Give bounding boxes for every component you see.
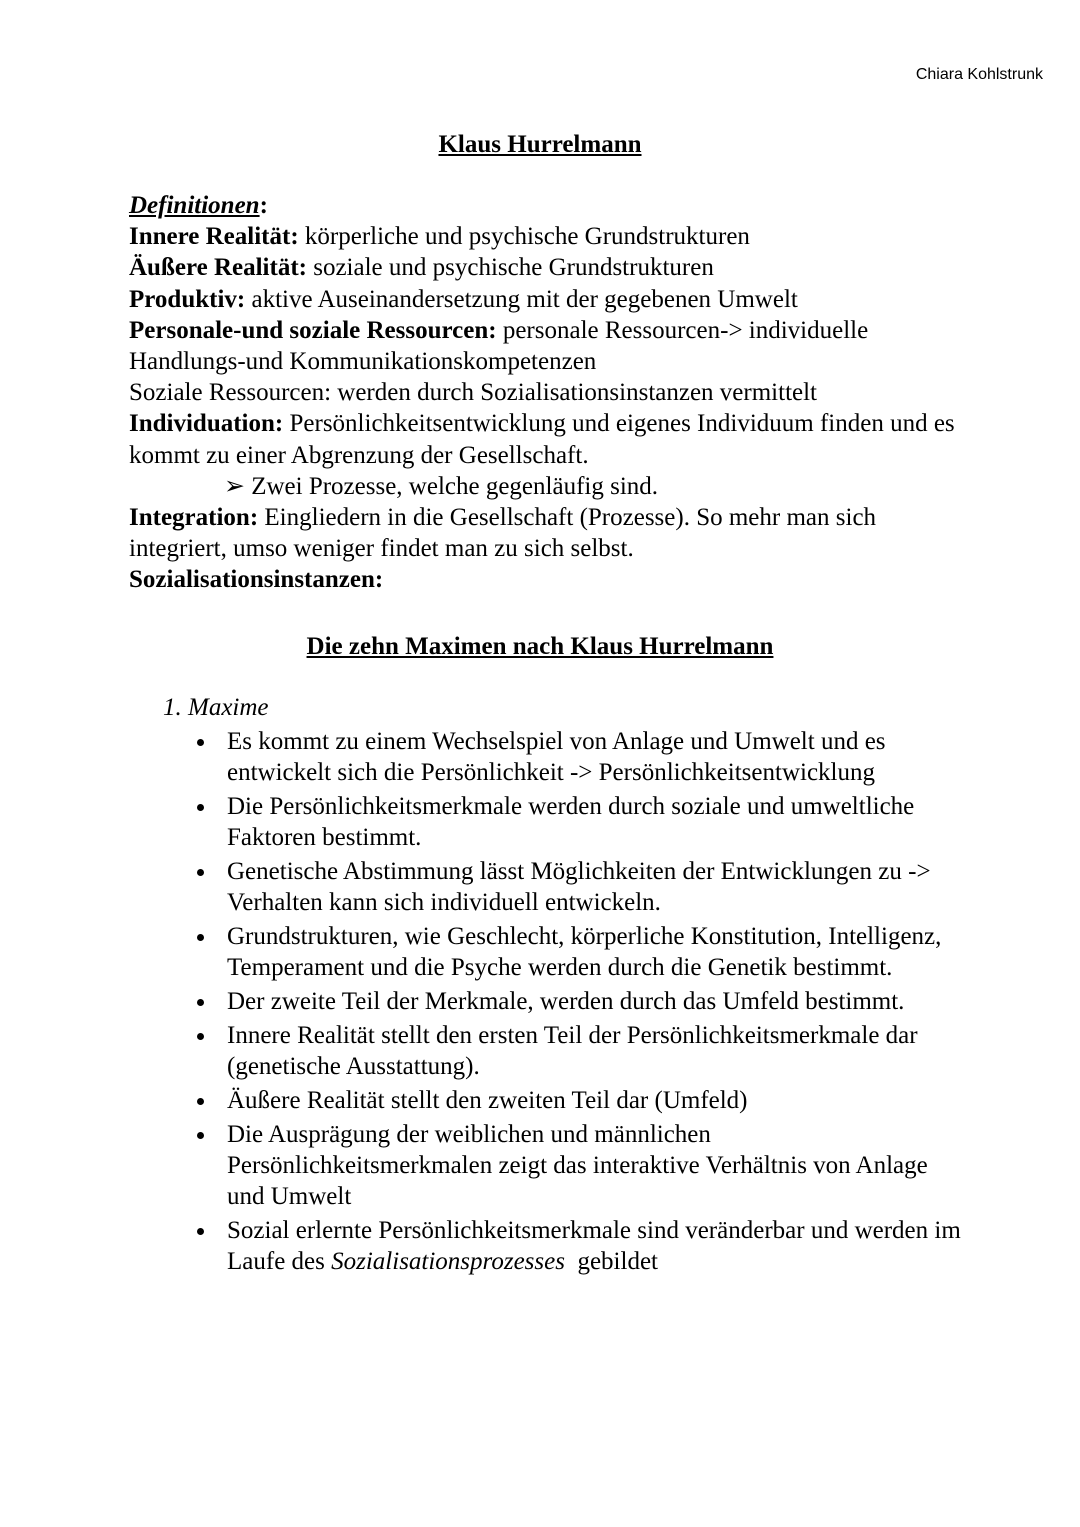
definition-term: Individuation: xyxy=(129,410,284,438)
definition-term: Integration: xyxy=(129,504,259,532)
definition-individuation xyxy=(129,408,969,470)
definitions-heading-colon: : xyxy=(259,192,268,219)
definition-term: Personale-und soziale Ressourcen: xyxy=(129,316,497,344)
definition-text: soziale und psychische Grundstrukturen xyxy=(306,254,714,282)
definition-term: Äußere Realität: xyxy=(129,254,307,282)
definitions-heading: Definitionen xyxy=(129,192,260,219)
list-item-italic: Sozialisationsprozesses xyxy=(331,1248,565,1275)
list-item: Genetische Abstimmung lässt Möglichkeiten der Entwicklungen zu -> Verhalten kann sich individuell entwickeln. xyxy=(227,856,967,918)
definition-text: körperliche und psychische Grundstrukturen xyxy=(298,223,750,251)
author-name: Chiara Kohlstrunk xyxy=(915,66,1043,83)
section-title: Die zehn Maximen nach Klaus Hurrelmann xyxy=(306,633,774,660)
definition-term: Innere Realität: xyxy=(129,223,299,251)
definition-social-resources: Soziale Ressourcen: werden durch Sozialisationsinstanzen vermittelt xyxy=(129,379,818,407)
definitions-section xyxy=(129,190,969,596)
definition-text: aktive Auseinandersetzung mit der gegebenen Umwelt xyxy=(245,285,798,313)
definition-instances: Sozialisationsinstanzen: xyxy=(129,566,384,594)
list-item: Grundstrukturen, wie Geschlecht, körperliche Konstitution, Intelligenz, Temperament und die Psyche werden durch die Genetik bestimmt. xyxy=(227,921,967,983)
definition-text: personale Ressourcen-> individuelle Handlungs-und Kommunikationskompetenzen xyxy=(129,316,869,376)
definition-term: Produktiv: xyxy=(129,285,246,313)
list-item: Der zweite Teil der Merkmale, werden durch das Umfeld bestimmt. xyxy=(227,986,967,1017)
list-item-text: gebildet xyxy=(564,1248,658,1275)
definitions-heading-line xyxy=(129,190,969,221)
list-item: Die Ausprägung der weiblichen und männlichen Persönlichkeitsmerkmalen zeigt das interaktive Verhältnis von Anlage und Umwelt xyxy=(227,1119,967,1212)
list-item-text: Sozial erlernte Persönlichkeitsmerkmale sind veränderbar und werden im Laufe des xyxy=(227,1217,961,1275)
maxime-bullet-list xyxy=(227,726,967,1280)
list-item: Es kommt zu einem Wechselspiel von Anlage und Umwelt und es entwickelt sich die Persönlichkeit -> Persönlichkeitsentwicklung xyxy=(227,726,967,788)
list-item: Äußere Realität stellt den zweiten Teil dar (Umfeld) xyxy=(227,1085,967,1116)
maxime-label: 1. Maxime xyxy=(163,694,269,721)
definition-integration xyxy=(129,502,969,564)
arrow-note: ➢ Zwei Prozesse, welche gegenläufig sind. xyxy=(224,472,659,500)
definition-inner-reality xyxy=(129,221,969,252)
definition-resources xyxy=(129,315,969,377)
definition-text: Eingliedern in die Gesellschaft (Prozesse). So mehr man sich integriert, umso weniger findet man zu sich selbst. xyxy=(129,504,877,563)
list-item: Innere Realität stellt den ersten Teil der Persönlichkeitsmerkmale dar (genetische Ausstattung). xyxy=(227,1020,967,1082)
list-item xyxy=(227,1215,967,1277)
list-item: Die Persönlichkeitsmerkmale werden durch soziale und umweltliche Faktoren bestimmt. xyxy=(227,791,967,853)
definition-text: Persönlichkeitsentwicklung und eigenes Individuum finden und es kommt zu einer Abgrenzung der Gesellschaft. xyxy=(129,410,955,469)
definition-productive xyxy=(129,284,969,315)
definition-outer-reality xyxy=(129,252,969,283)
page-title: Klaus Hurrelmann xyxy=(438,131,642,158)
